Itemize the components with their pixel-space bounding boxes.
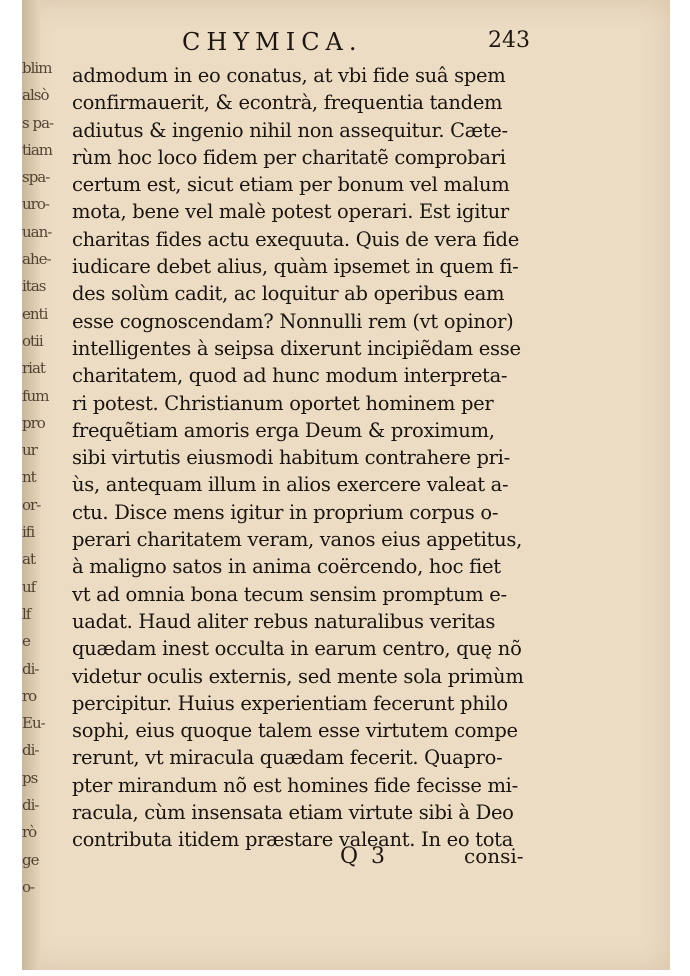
margin-fragment: s pa- [22,113,54,132]
text-line: quædam inest occulta in earum centro, quę nõ [72,637,522,661]
margin-fragment: uro- [22,195,49,214]
margin-fragment: uf [22,577,36,596]
margin-fragment: spa- [22,168,50,187]
text-line: mota, bene vel malè potest operari. Est igitur [72,200,509,224]
text-line: racula, cùm insensata etiam virtute sibi à Deo [72,801,514,825]
text-line: frequẽtiam amoris erga Deum & proximum, [72,418,495,442]
text-line: percipitur. Huius experientiam fecerunt philo [72,691,508,715]
text-line: esse cognoscendam? Nonnulli rem (vt opinor) [72,309,514,333]
facing-page-margin [22,55,62,901]
text-line: perari charitatem veram, vanos eius appetitus, [72,528,523,552]
page-number: 243 [488,28,530,53]
margin-fragment: Eu- [22,714,45,733]
margin-fragment: di- [22,659,39,678]
margin-fragment: alsò [22,86,49,105]
text-line: admodum in eo conatus, at vbi fide suâ spem [72,64,506,87]
margin-fragment: ifi [22,523,35,542]
text-line: ctu. Disce mens igitur in proprium corpus o- [72,500,499,524]
text-line: contributa itidem præstare valeant. In eo tota [72,828,514,852]
margin-fragment: or- [22,495,41,514]
margin-fragment: o- [22,877,35,896]
margin-fragment: itas [22,277,46,296]
catchword: consi- [464,844,524,868]
signature-mark: Q 3 [340,844,389,869]
text-line: rerunt, vt miracula quædam fecerit. Quapro- [72,746,503,770]
text-line: ùs, antequam illum in alios exercere valeat a- [72,473,509,497]
text-line: ri potest. Christianum oportet hominem per [72,391,494,415]
text-line: charitatem, quod ad hunc modum interpreta- [72,364,508,388]
text-line: des solùm cadit, ac loquitur ab operibus eam [72,282,505,306]
text-line: intelligentes à seipsa dixerunt incipiẽdam esse [72,336,521,360]
text-line: iudicare debet alius, quàm ipsemet in quem fi- [72,255,519,279]
text-line: videtur oculis externis, sed mente sola primùm [72,664,524,688]
margin-fragment: tiam [22,140,52,159]
margin-fragment: rò [22,823,37,842]
margin-fragment: ur [22,441,37,460]
text-line: uadat. Haud aliter rebus naturalibus veritas [72,609,496,633]
margin-fragment: otii [22,331,43,350]
margin-fragment: di- [22,741,39,760]
margin-fragment: riat [22,359,45,378]
margin-fragment: e [22,632,30,651]
margin-fragment: ro [22,686,37,705]
body-text [72,62,532,854]
text-line: sibi virtutis eiusmodi habitum contrahere pri- [72,446,510,470]
margin-fragment: lf [22,604,31,623]
margin-fragment: pro [22,413,45,432]
text-line: pter mirandum nõ est homines fide fecisse mi- [72,773,518,797]
text-line: vt ad omnia bona tecum sensim promptum e- [72,582,507,606]
text-line: rùm hoc loco fidem per charitatẽ comprobari [72,145,506,169]
margin-fragment: fum [22,386,49,405]
text-line: à maligno satos in anima coërcendo, hoc fiet [72,555,501,579]
margin-fragment: di- [22,796,39,815]
margin-fragment: enti [22,304,48,323]
text-line: adiutus & ingenio nihil non assequitur. Cæte- [72,118,508,142]
margin-fragment: ahe- [22,250,51,269]
text-line: confirmauerit, & econtrà, frequentia tandem [72,91,503,115]
margin-fragment: ge [22,850,39,869]
margin-fragment: nt [22,468,36,487]
running-head: CHYMICA. [182,28,363,56]
text-line: certum est, sicut etiam per bonum vel malum [72,173,510,197]
margin-fragment: ps [22,768,38,787]
margin-fragment: at [22,550,35,569]
margin-fragment: blim [22,59,52,77]
text-line: charitas fides actu exequuta. Quis de vera fide [72,227,519,251]
margin-fragment: uan- [22,222,52,241]
text-line: sophi, eius quoque talem esse virtutem compe [72,719,518,743]
